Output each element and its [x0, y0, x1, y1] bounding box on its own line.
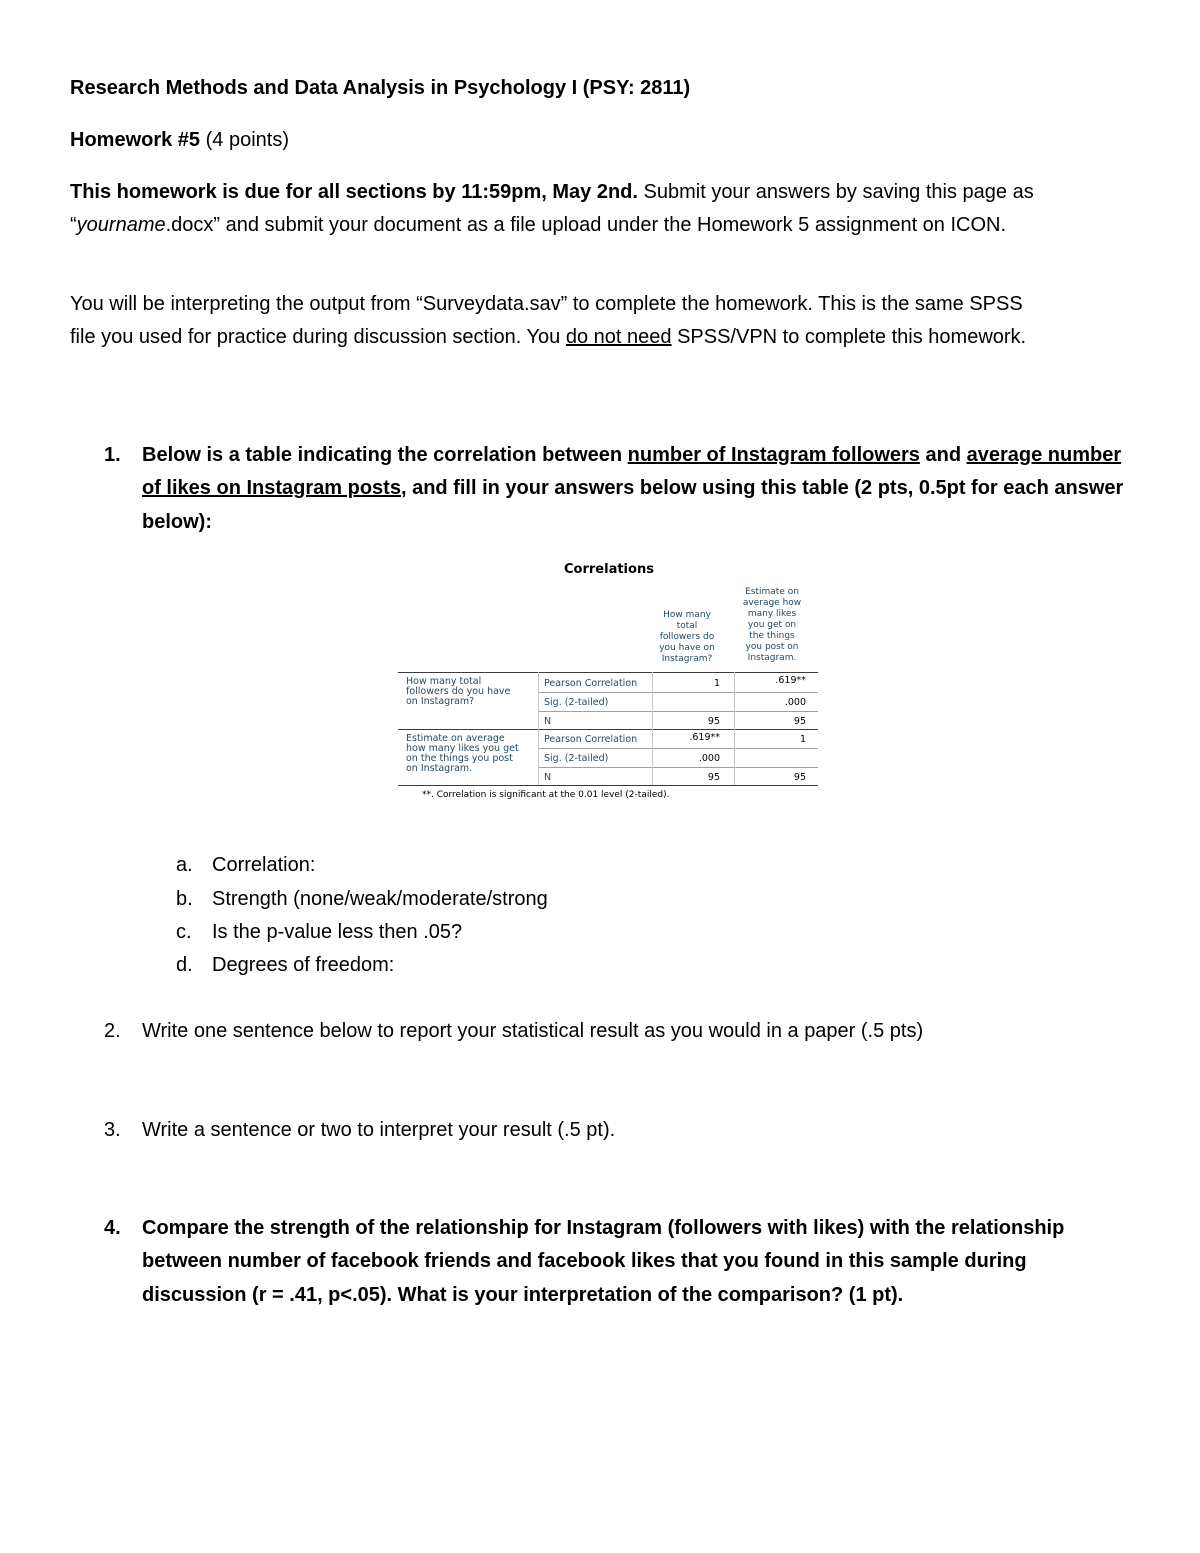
col2-h2: many likes: [747, 609, 797, 619]
cell-r1-c2-n: 95: [793, 716, 806, 727]
col2-h3: you get on: [747, 620, 797, 630]
q1-sub-b-letter: b.: [176, 888, 193, 910]
due-bold: This homework is due for all sections by 11:59pm, May 2nd.: [70, 181, 638, 203]
table-title: Correlations: [564, 562, 654, 577]
question-4-line-2: between number of facebook friends and facebook likes that you found in this sample during: [142, 1250, 1027, 1272]
cell-r1-c1-n: 95: [707, 716, 720, 727]
course-title: Research Methods and Data Analysis in Psychology I (PSY: 2811): [70, 77, 691, 99]
intro-underline: do not need: [565, 326, 672, 348]
q1-sub-b-text: Strength (none/weak/moderate/strong: [212, 888, 548, 910]
col2-h1: average how: [742, 598, 802, 608]
col1-h2: followers do: [659, 632, 715, 642]
table-footnote: **. Correlation is significant at the 0.01 level (2-tailed).: [422, 790, 670, 800]
col1-h4: Instagram?: [661, 654, 713, 664]
stat-label-pearson-1: Pearson Correlation: [544, 678, 638, 689]
col2-h6: Instagram.: [747, 653, 797, 663]
col1-h3: you have on: [659, 643, 715, 653]
cell-r2-c1-sig: .000: [698, 753, 720, 764]
r1-l2: on Instagram?: [406, 696, 475, 707]
q1-l1-mid: and: [919, 444, 967, 466]
due-rest: Submit your answers by saving this page as: [637, 181, 1034, 203]
intro-line-2-post: SPSS/VPN to complete this homework.: [671, 326, 1027, 348]
rule-r1a: [538, 692, 818, 693]
question-1-number: 1.: [104, 444, 121, 466]
homework-heading: [70, 128, 289, 152]
col1-h1: total: [676, 621, 698, 631]
q1-sub-a-text: Correlation:: [212, 854, 316, 876]
question-3-number: 3.: [104, 1119, 121, 1141]
cell-r1-c2-sig: .000: [784, 697, 806, 708]
col2-h5: you post on: [745, 642, 799, 652]
q1-sub-a-letter: a.: [176, 854, 193, 876]
r1-l1: followers do you have: [406, 686, 511, 697]
question-1-line-1: [142, 443, 1121, 467]
col-header-likes: [734, 587, 810, 664]
col2-h0: Estimate on: [745, 587, 799, 597]
cell-r2-c2-n: 95: [793, 772, 806, 783]
col1-h0: How many: [663, 610, 711, 620]
row-label-followers: [406, 677, 510, 707]
stat-label-sig-2: Sig. (2-tailed): [544, 753, 609, 764]
intro-line-2: [70, 325, 1026, 349]
q1-underline-likes-2: of likes on Instagram posts: [142, 477, 401, 499]
col2-h4: the things: [749, 631, 795, 641]
vrule-2: [652, 672, 653, 785]
q1-l1-pre: Below is a table indicating the correlation between: [142, 444, 628, 466]
cell-r2-c1-n: 95: [707, 772, 720, 783]
r2-l0: Estimate on average: [406, 733, 505, 744]
vrule-1: [538, 672, 539, 785]
q1-sub-c-text: Is the p-value less then .05?: [212, 921, 463, 943]
question-2-number: 2.: [104, 1020, 121, 1042]
bottom-rule: [398, 785, 818, 786]
cell-r1-c1-r: 1: [713, 678, 720, 689]
q1-sub-c-letter: c.: [176, 921, 192, 943]
due-filename-italic: yourname: [76, 214, 166, 236]
due-line-2: [70, 213, 1006, 237]
intro-line-2-pre: file you used for practice during discussion section. You: [70, 326, 566, 348]
group-rule: [398, 729, 818, 730]
correlations-table: [396, 540, 870, 808]
vrule-3: [734, 672, 735, 785]
rule-r1b: [538, 711, 818, 712]
q1-l2-post: , and fill in your answers below using this table (2 pts, 0.5pt for each answer: [400, 477, 1124, 499]
q1-sub-d-text: Degrees of freedom:: [212, 954, 395, 976]
stat-label-n-2: N: [544, 772, 552, 783]
stat-label-sig-1: Sig. (2-tailed): [544, 697, 609, 708]
question-1-line-3: below):: [142, 511, 212, 533]
intro-line-1: You will be interpreting the output from “Surveydata.sav” to complete the homework. This is the same SPSS: [70, 293, 1023, 315]
header-rule: [398, 672, 818, 673]
question-3-text: Write a sentence or two to interpret your result (.5 pt).: [142, 1119, 616, 1141]
stat-label-pearson-2: Pearson Correlation: [544, 734, 638, 745]
homework-label: Homework #5: [70, 129, 201, 151]
stat-label-n-1: N: [544, 716, 552, 727]
rule-r2a: [538, 748, 818, 749]
question-1-line-2: [142, 476, 1123, 500]
row-label-likes: [406, 734, 519, 774]
cell-r2-c2-r: 1: [799, 734, 806, 745]
question-4-number: 4.: [104, 1217, 121, 1239]
question-4-line-3: discussion (r = .41, p<.05). What is your interpretation of the comparison? (1 pt).: [142, 1284, 904, 1306]
cell-r2-c1-r: .619**: [689, 732, 720, 743]
q1-underline-likes-1: average number: [966, 444, 1122, 466]
r1-l0: How many total: [406, 676, 482, 687]
homework-points: (4 points): [205, 129, 289, 151]
r2-l3: on Instagram.: [406, 763, 473, 774]
r2-l2: on the things you post: [406, 753, 513, 764]
col-header-followers: [652, 610, 722, 665]
due-line-1: [70, 180, 1034, 204]
r2-l1: how many likes you get: [406, 743, 519, 754]
due-line-2-text: .docx” and submit your document as a file upload under the Homework 5 assignment on ICON.: [165, 214, 1007, 236]
rule-r2b: [538, 767, 818, 768]
q1-sub-d-letter: d.: [176, 954, 193, 976]
question-4-line-1: Compare the strength of the relationship for Instagram (followers with likes) with the relationship: [142, 1217, 1065, 1239]
q1-underline-followers: number of Instagram followers: [627, 444, 920, 466]
due-quote-open: “: [70, 214, 77, 236]
cell-r1-c2-r: .619**: [775, 675, 806, 686]
question-2-text: Write one sentence below to report your statistical result as you would in a paper (.5 pts): [142, 1020, 924, 1042]
